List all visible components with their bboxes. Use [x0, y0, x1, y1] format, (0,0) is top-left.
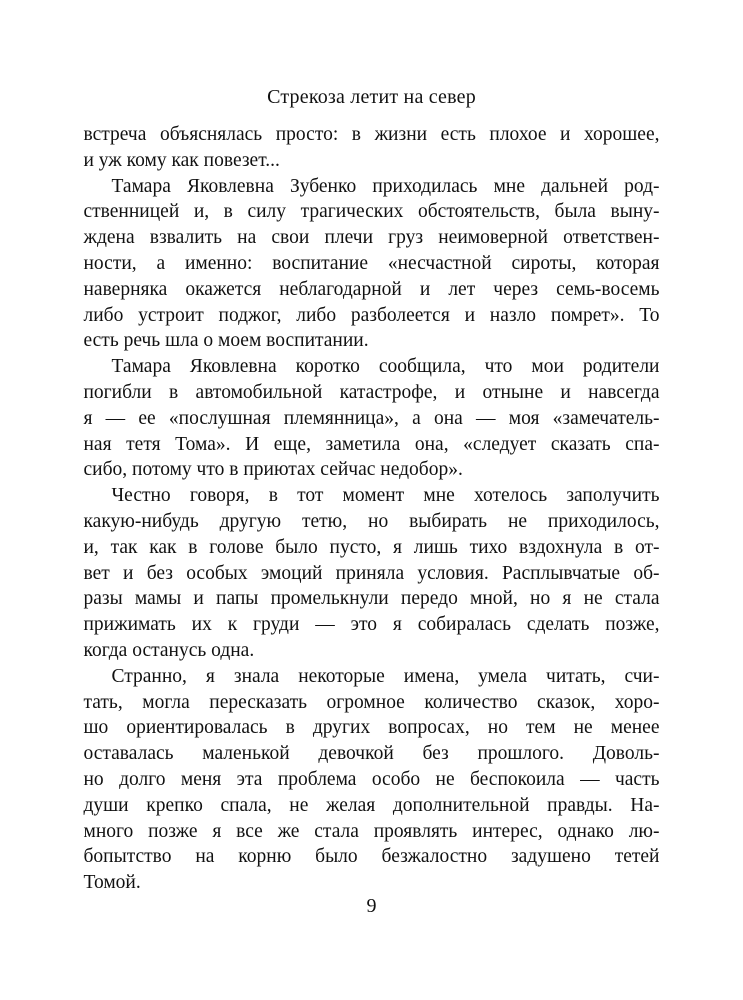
text-line: тать, могла пересказать огромное количество сказок, хоро- — [83, 691, 660, 713]
text-line: Странно, я знала некоторые имена, умела читать, счи- — [111, 665, 660, 687]
text-line: оставалась маленькой девочкой без прошлого. Доволь- — [83, 743, 660, 765]
page-number: 9 — [366, 895, 377, 917]
text-line: ная тетя Тома». И еще, заметила она, «следует сказать спа- — [83, 433, 660, 455]
text-line: встреча объяснялась просто: в жизни есть плохое и хорошее, — [83, 124, 660, 145]
paragraph — [84, 664, 660, 896]
paragraph — [84, 354, 660, 483]
text-line: и уж кому как повезет... — [83, 149, 280, 171]
text-line: вет и без особых эмоций приняла условия. Расплывчатые об- — [83, 562, 660, 584]
text-line: наверняка окажется неблагодарной и лет через семь-восемь — [83, 278, 660, 300]
text-line: но долго меня эта проблема особо не беспокоила — часть — [83, 768, 660, 790]
text-line: Тамара Яковлевна Зубенко приходилась мне дальней род- — [111, 175, 660, 197]
text-line: когда останусь одна. — [83, 639, 255, 661]
text-line: ности, а именно: воспитание «несчастной сироты, которая — [83, 252, 660, 274]
text-line: Честно говоря, в тот момент мне хотелось заполучить — [111, 485, 660, 507]
text-line: и, так как в голове было пусто, я лишь тихо вздохнула в от- — [83, 536, 660, 558]
text-line: разы мамы и папы промелькнули передо мной, но я не стала — [83, 588, 660, 610]
text-line: шо ориентировалась в других вопросах, но тем не менее — [83, 717, 660, 739]
text-line: много позже я все же стала проявлять интерес, однако лю- — [83, 820, 660, 842]
text-line: прижимать их к груди — это я собиралась сделать позже, — [83, 614, 660, 636]
page-body — [84, 122, 660, 896]
text-line: какую-нибудь другую тетю, но выбирать не приходилось, — [83, 510, 660, 532]
text-line: есть речь шла о моем воспитании. — [83, 330, 369, 352]
paragraph — [84, 174, 660, 355]
paragraph — [84, 483, 660, 664]
text-line: сибо, потому что в приютах сейчас недобор». — [83, 459, 463, 481]
text-line: погибли в автомобильной катастрофе, и отныне и навсегда — [83, 381, 660, 403]
text-line: Томой. — [83, 872, 141, 894]
text-line: Тамара Яковлевна коротко сообщила, что мои родители — [111, 356, 660, 378]
text-line: ждена взвалить на свои плечи груз неимоверной ответствен- — [83, 227, 660, 249]
text-line: я — ее «послушная племянница», а она — моя «замечатель- — [83, 407, 660, 429]
page-content — [84, 0, 660, 896]
paragraph — [84, 122, 660, 174]
text-line: бопытство на корню было безжалостно задушено тетей — [83, 846, 660, 868]
text-line: либо устроит поджог, либо разболеется и назло помрет». То — [83, 304, 660, 326]
text-line: ственницей и, в силу трагических обстоятельств, была выну- — [83, 201, 660, 223]
text-line: души крепко спала, не желая дополнительной правды. На- — [83, 794, 660, 816]
running-title: Стрекоза летит на север — [267, 86, 476, 108]
